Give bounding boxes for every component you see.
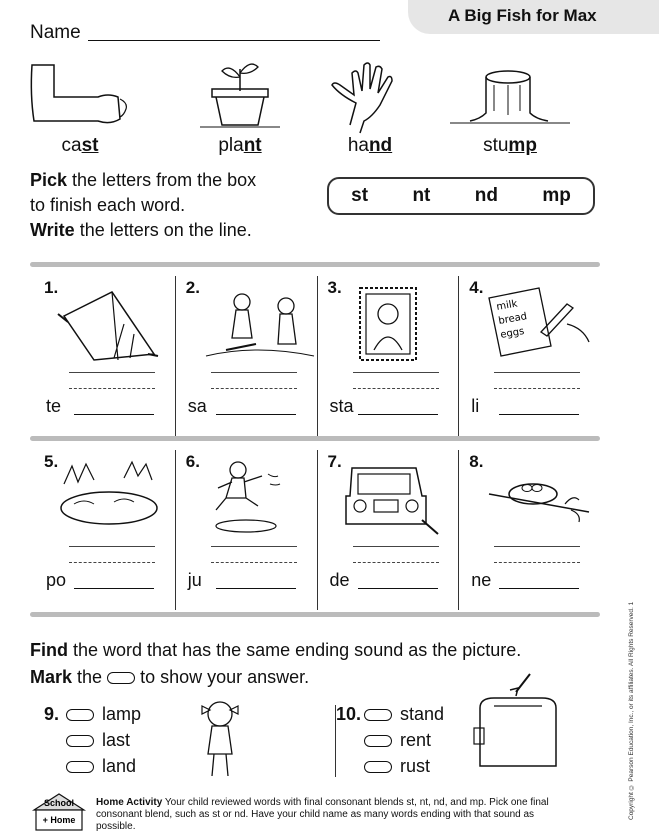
example-cast bbox=[20, 55, 140, 165]
exercise-item bbox=[34, 276, 176, 436]
answer-line[interactable] bbox=[74, 588, 154, 589]
answer-option[interactable]: last bbox=[66, 730, 130, 751]
letter-option: st bbox=[351, 185, 369, 206]
shopping-list-icon bbox=[479, 284, 599, 364]
word-prefix: de bbox=[329, 570, 350, 590]
letter-box bbox=[327, 177, 595, 215]
svg-text:milk: milk bbox=[495, 298, 519, 313]
hand-icon bbox=[310, 55, 430, 135]
word-prefix: li bbox=[471, 396, 480, 416]
example-word: stump bbox=[483, 135, 537, 156]
exercise-item bbox=[34, 450, 176, 610]
word-prefix: ju bbox=[187, 570, 202, 590]
example-word: cast bbox=[61, 135, 99, 156]
word-prefix: te bbox=[46, 396, 62, 416]
item-number: 3. bbox=[327, 278, 342, 297]
example-word: hand bbox=[347, 135, 393, 156]
item-number: 7. bbox=[327, 452, 342, 471]
answer-oval[interactable] bbox=[364, 709, 392, 721]
divider bbox=[30, 262, 600, 267]
answer-line[interactable] bbox=[358, 414, 438, 415]
exercise-item bbox=[459, 276, 600, 436]
school-home-logo bbox=[30, 792, 88, 832]
answer-oval[interactable] bbox=[66, 735, 94, 747]
word-prefix: sta bbox=[329, 396, 354, 416]
answer-option[interactable]: rent bbox=[364, 730, 431, 751]
exercise-item bbox=[176, 276, 318, 436]
find-instructions: Find the word that has the same ending sound as the picture. Mark the to show your answer. bbox=[30, 640, 522, 687]
tent-icon bbox=[54, 284, 164, 364]
exercise-row bbox=[34, 450, 600, 610]
stamp-icon bbox=[338, 284, 448, 364]
item-number: 2. bbox=[185, 278, 200, 297]
answer-line[interactable] bbox=[499, 414, 579, 415]
answer-oval[interactable] bbox=[364, 735, 392, 747]
answer-oval[interactable] bbox=[364, 761, 392, 773]
item-number: 5. bbox=[44, 452, 59, 471]
name-line[interactable] bbox=[88, 40, 380, 41]
exercise-item bbox=[459, 450, 600, 610]
question-number: 9. bbox=[44, 704, 60, 724]
page-title: A Big Fish for Max bbox=[408, 0, 659, 34]
word-prefix: ne bbox=[471, 570, 492, 590]
answer-oval[interactable] bbox=[66, 761, 94, 773]
answer-line[interactable] bbox=[499, 588, 579, 589]
answer-line[interactable] bbox=[74, 414, 154, 415]
example-word: plant bbox=[218, 135, 262, 156]
answer-line[interactable] bbox=[358, 588, 438, 589]
tree-stump-icon bbox=[450, 55, 570, 135]
svg-text:+ Home: + Home bbox=[42, 815, 76, 825]
item-number: 4. bbox=[469, 278, 484, 297]
divider bbox=[30, 612, 600, 617]
answer-option[interactable]: lamp bbox=[66, 704, 141, 725]
exercise-row bbox=[34, 276, 600, 436]
answer-line[interactable] bbox=[216, 414, 296, 415]
answer-option[interactable]: land bbox=[66, 756, 136, 777]
toaster-icon bbox=[472, 668, 562, 778]
answer-oval[interactable] bbox=[66, 709, 94, 721]
word-prefix: sa bbox=[187, 396, 207, 416]
potted-plant-icon bbox=[180, 55, 300, 135]
exercise-item bbox=[318, 276, 460, 436]
item-number: 6. bbox=[185, 452, 200, 471]
answer-option[interactable]: rust bbox=[364, 756, 430, 777]
exercise-item bbox=[318, 450, 460, 610]
divider bbox=[30, 436, 600, 441]
item-number: 8. bbox=[469, 452, 484, 471]
copyright-notice: Copyright © Pearson Education, Inc., or its affiliates. All Rights Reserved. 1 bbox=[628, 601, 635, 820]
car-dent-icon bbox=[338, 458, 448, 538]
item-number: 1. bbox=[44, 278, 59, 297]
letter-option: mp bbox=[542, 185, 571, 206]
instructions: Pick the letters from the box to finish each word. Write the letters on the line. bbox=[30, 170, 257, 240]
exercise-item bbox=[176, 450, 318, 610]
question-number: 10. bbox=[336, 704, 362, 724]
example-plant bbox=[180, 55, 300, 165]
letter-option: nd bbox=[474, 185, 498, 206]
name-label: Name bbox=[30, 22, 81, 43]
kids-in-sand-icon bbox=[196, 284, 316, 364]
answer-line[interactable] bbox=[216, 588, 296, 589]
letter-option: nt bbox=[412, 185, 431, 206]
pond-icon bbox=[54, 458, 164, 538]
svg-text:eggs: eggs bbox=[499, 325, 526, 341]
svg-text:bread: bread bbox=[497, 311, 529, 327]
svg-text:School: School bbox=[43, 798, 75, 808]
cast-arm-icon bbox=[20, 55, 140, 133]
example-hand bbox=[310, 55, 430, 165]
home-activity: Home Activity Your child reviewed words with final consonant blends st, nt, nd, and mp. Pick one final consonant blend, such as st or nd. Have your child name as many words ending with that sound as possible. bbox=[96, 797, 549, 832]
answer-option[interactable]: stand bbox=[364, 704, 444, 725]
example-stump bbox=[450, 55, 570, 165]
answer-oval-sample bbox=[107, 672, 135, 684]
girl-with-bows-icon bbox=[190, 696, 250, 780]
word-prefix: po bbox=[46, 570, 67, 590]
jumping-boy-icon bbox=[196, 458, 306, 538]
nest-icon bbox=[479, 458, 599, 538]
